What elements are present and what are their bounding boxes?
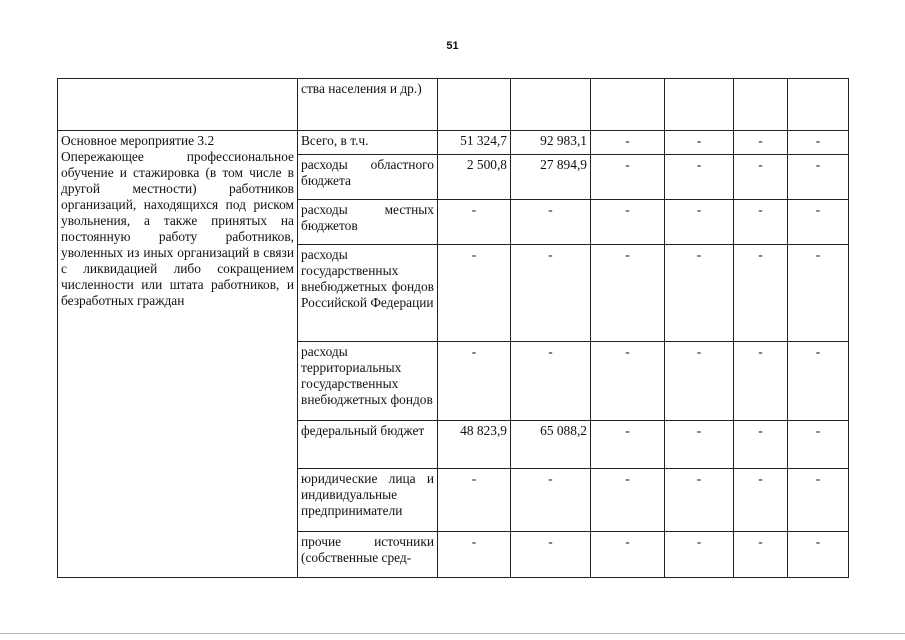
- value-cell: -: [438, 245, 511, 342]
- source-cell: расходы государственных внебюджетных фондов Российской Федерации: [298, 245, 438, 342]
- value-cell: -: [665, 469, 734, 532]
- value-cell: [438, 79, 511, 131]
- value-cell: -: [591, 421, 665, 469]
- value-cell: -: [511, 532, 591, 578]
- value-cell: -: [511, 245, 591, 342]
- value-cell: -: [734, 131, 788, 155]
- source-cell: прочие источники (собственные сред-: [298, 532, 438, 578]
- value-cell: -: [591, 532, 665, 578]
- source-cell: ства населения и др.): [298, 79, 438, 131]
- source-cell: расходы территориальных государственных внебюджетных фондов: [298, 342, 438, 421]
- value-cell: -: [438, 532, 511, 578]
- value-cell: -: [734, 469, 788, 532]
- source-cell: федеральный бюджет: [298, 421, 438, 469]
- value-cell: [788, 79, 849, 131]
- page-number: 51: [446, 40, 459, 52]
- value-cell: [734, 79, 788, 131]
- value-cell: -: [788, 532, 849, 578]
- measure-cell-empty: [58, 79, 298, 131]
- value-cell: -: [665, 200, 734, 245]
- value-cell: -: [788, 245, 849, 342]
- value-cell: -: [511, 200, 591, 245]
- measure-title: Основное мероприятие 3.2: [61, 133, 215, 148]
- value-cell: 48 823,9: [438, 421, 511, 469]
- measure-description-cell: [58, 131, 298, 578]
- value-cell: -: [665, 421, 734, 469]
- value-cell: -: [591, 200, 665, 245]
- value-cell: -: [788, 200, 849, 245]
- value-cell: 65 088,2: [511, 421, 591, 469]
- value-cell: -: [734, 155, 788, 200]
- table-row-continuation: [58, 79, 849, 131]
- value-cell: [665, 79, 734, 131]
- value-cell: -: [591, 131, 665, 155]
- value-cell: -: [734, 342, 788, 421]
- table-row: [58, 131, 849, 155]
- value-cell: -: [591, 245, 665, 342]
- source-cell: расходы областного бюджета: [298, 155, 438, 200]
- value-cell: -: [665, 342, 734, 421]
- value-cell: -: [591, 155, 665, 200]
- value-cell: 27 894,9: [511, 155, 591, 200]
- value-cell: -: [438, 200, 511, 245]
- value-cell: -: [665, 245, 734, 342]
- value-cell: -: [665, 155, 734, 200]
- budget-table: [57, 78, 849, 578]
- value-cell: -: [591, 342, 665, 421]
- value-cell: -: [734, 421, 788, 469]
- value-cell: -: [665, 532, 734, 578]
- value-cell: [511, 79, 591, 131]
- value-cell: -: [665, 131, 734, 155]
- value-cell: -: [734, 245, 788, 342]
- source-cell: юридические лица и индивидуальные предприниматели: [298, 469, 438, 532]
- value-cell: -: [438, 469, 511, 532]
- value-cell: -: [788, 342, 849, 421]
- measure-description: Опережающее профессиональное обучение и стажировка (в том числе в другой местности) работников организаций, находящихся под риском увольнения, а также принятых на постоянную работу работников, уволенных из иных организаций в связи с ликвидацией либо сокращением численности или штата работников, и безработных граждан: [61, 149, 294, 308]
- source-cell: расходы местных бюджетов: [298, 200, 438, 245]
- value-cell: -: [734, 532, 788, 578]
- value-cell: -: [788, 421, 849, 469]
- value-cell: [591, 79, 665, 131]
- value-cell: 51 324,7: [438, 131, 511, 155]
- value-cell: -: [734, 200, 788, 245]
- value-cell: -: [591, 469, 665, 532]
- value-cell: -: [788, 155, 849, 200]
- source-cell: Всего, в т.ч.: [298, 131, 438, 155]
- value-cell: 92 983,1: [511, 131, 591, 155]
- scan-edge-divider: [0, 633, 905, 634]
- value-cell: -: [438, 342, 511, 421]
- value-cell: 2 500,8: [438, 155, 511, 200]
- value-cell: -: [511, 469, 591, 532]
- value-cell: -: [788, 469, 849, 532]
- value-cell: -: [511, 342, 591, 421]
- value-cell: -: [788, 131, 849, 155]
